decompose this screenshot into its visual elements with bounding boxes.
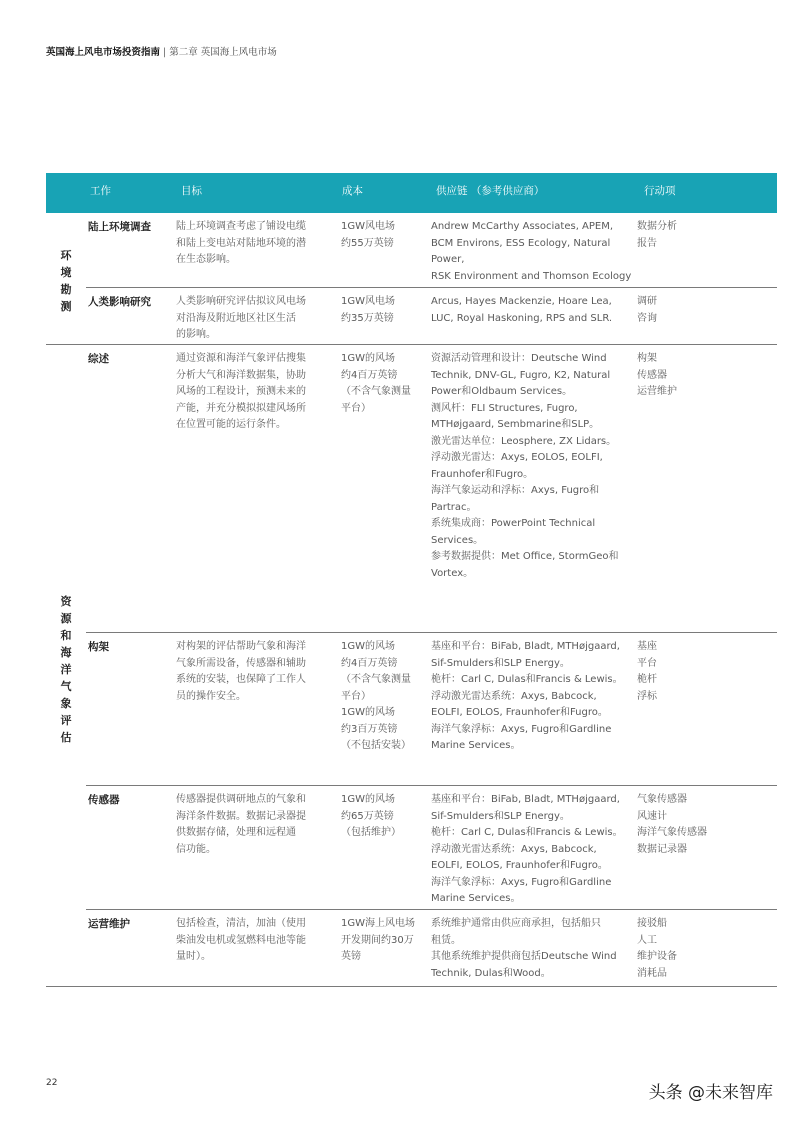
goal-cell	[176, 639, 334, 705]
supply-chain-cell-line: 系统集成商：PowerPoint Technical	[431, 518, 596, 529]
cost-cell-line: （不含气象测量	[341, 386, 411, 397]
goal-cell-line: 人类影响研究评估拟议风电场	[176, 296, 306, 307]
cost-cell	[341, 916, 426, 966]
goal-cell-line: 气象所需设备，传感器和辅助	[176, 657, 306, 669]
supply-chain-cell-line: Partrac。	[431, 501, 477, 513]
supply-chain-cell-line: 资源活动管理和设计：Deutsche Wind	[431, 353, 607, 364]
section-label-char: 估	[60, 731, 72, 744]
section-label-char: 海	[60, 646, 72, 659]
supply-chain-cell-line: Andrew McCarthy Associates, APEM,	[431, 221, 614, 232]
action-items-cell-line: 浮标	[637, 690, 657, 702]
supply-chain-cell-line: EOLFI, EOLOS, Fraunhofer和Fugro。	[431, 707, 608, 718]
supply-chain-cell-line: LUC, Royal Haskoning, RPS and SLR.	[431, 312, 613, 324]
supply-chain-cell-line: 系统维护通常由供应商承担，包括船只	[431, 918, 601, 929]
supply-chain-cell-line: 海洋气象浮标：Axys, Fugro和Gardline	[431, 723, 612, 735]
table-row	[86, 345, 777, 632]
work-cell: 运营维护	[88, 918, 130, 930]
goal-cell	[176, 219, 334, 269]
action-items-cell-line: 海洋气象传感器	[637, 827, 707, 838]
goal-cell-line: 柴油发电机或氢燃料电池等能	[176, 934, 306, 946]
column-header-actions: 行动项	[644, 185, 676, 197]
supply-chain-cell-line: EOLFI, EOLOS, Fraunhofer和Fugro。	[431, 860, 608, 871]
goal-cell-line: 陆上环境调查考虑了铺设电缆	[176, 221, 306, 232]
cost-cell-line: 1GW的风场	[341, 641, 395, 652]
supply-chain-cell-line: 基座和平台：BiFab, Bladt, MTHøjgaard,	[431, 641, 620, 652]
cost-cell-line: 约4百万英镑	[341, 657, 398, 669]
supply-chain-cell-line: Technik, Dulas和Wood。	[431, 967, 551, 979]
supply-chain-cell	[431, 792, 641, 908]
supply-chain-cell-line: Arcus, Hayes Mackenzie, Hoare Lea,	[431, 296, 612, 307]
cost-cell-line: 1GW风电场	[341, 296, 395, 307]
cost-cell-line: （不含气象测量	[341, 674, 411, 685]
section-label	[46, 247, 86, 315]
goal-cell-line: 的影响。	[176, 329, 216, 340]
cost-cell-line: 约55万英镑	[341, 237, 394, 249]
cost-cell-line: 平台）	[341, 690, 371, 702]
action-items-cell-line: 数据分析	[637, 221, 677, 232]
work-cell: 陆上环境调查	[88, 221, 151, 233]
supply-chain-cell-line: 浮动激光雷达系统：Axys, Babcock,	[431, 690, 597, 702]
table-body	[46, 213, 777, 987]
supply-chain-cell	[431, 294, 641, 327]
table-header	[46, 173, 777, 213]
section-label	[46, 593, 86, 746]
goal-cell-line: 对构架的评估帮助气象和海洋	[176, 641, 306, 652]
supply-chain-cell-line: Technik, DNV-GL, Fugro, K2, Natural	[431, 369, 611, 381]
supply-chain-cell-line: 基座和平台：BiFab, Bladt, MTHøjgaard,	[431, 794, 620, 805]
cost-cell	[341, 351, 426, 417]
section-label-char: 测	[60, 300, 72, 313]
action-items-cell	[637, 916, 732, 982]
action-items-cell-line: 数据记录器	[637, 843, 687, 855]
supply-chain-cell-line: 激光雷达单位：Leosphere, ZX Lidars。	[431, 435, 617, 447]
action-items-cell-line: 基座	[637, 641, 657, 652]
work-cell: 人类影响研究	[88, 296, 151, 308]
table-section	[46, 345, 777, 987]
table-section	[46, 213, 777, 345]
document-title: 英国海上风电市场投资指南	[46, 47, 161, 58]
watermark: 头条 @未来智库	[648, 1083, 773, 1103]
goal-cell-line: 员的操作安全。	[176, 690, 246, 702]
goal-cell-line: 在生态影响。	[176, 254, 236, 265]
action-items-cell-line: 气象传感器	[637, 794, 687, 805]
cost-cell-line: 1GW的风场	[341, 707, 395, 718]
supply-chain-cell-line: Fraunhofer和Fugro。	[431, 468, 534, 480]
cost-cell	[341, 639, 426, 755]
action-items-cell-line: 人工	[637, 934, 657, 946]
section-label-char: 评	[60, 714, 72, 727]
running-header	[46, 44, 277, 58]
section-label-char: 环	[60, 249, 72, 262]
cost-cell	[341, 294, 426, 327]
section-label-char: 象	[60, 697, 72, 710]
cost-cell-line: 约3百万英镑	[341, 723, 398, 735]
action-items-cell-line: 咨询	[637, 312, 657, 324]
action-items-cell-line: 风速计	[637, 810, 667, 822]
action-items-cell	[637, 219, 732, 252]
column-header-cost: 成本	[342, 185, 363, 197]
action-items-cell-line: 传感器	[637, 369, 667, 381]
table-row	[86, 213, 777, 287]
goal-cell-line: 海洋条件数据。数据记录器提	[176, 810, 306, 822]
goal-cell-line: 分析大气和海洋数据集，协助	[176, 369, 306, 381]
cost-cell-line: 约35万英镑	[341, 312, 394, 324]
goal-cell-line: 系统的安装，也保障了工作人	[176, 674, 306, 685]
work-cell: 传感器	[88, 794, 120, 806]
action-items-cell-line: 接驳船	[637, 918, 667, 929]
goal-cell-line: 量时）。	[176, 951, 211, 962]
supply-chain-cell	[431, 916, 641, 982]
supply-chain-cell-line: 桅杆：Carl C, Dulas和Francis & Lewis。	[431, 674, 623, 685]
action-items-cell	[637, 639, 732, 705]
goal-cell-line: 供数据存储，处理和远程通	[176, 827, 296, 838]
cost-cell-line: 1GW海上风电场	[341, 918, 415, 929]
column-header-work: 工作	[90, 185, 111, 197]
goal-cell	[176, 916, 334, 966]
cost-cell-line: （包括维护）	[341, 827, 401, 838]
chapter-title: 第二章 英国海上风电市场	[169, 47, 277, 58]
goal-cell-line: 风场的工程设计，预测未来的	[176, 386, 306, 397]
cost-cell-line: 英镑	[341, 951, 361, 962]
header-separator: |	[163, 47, 167, 58]
section-label-char: 源	[60, 612, 72, 625]
supply-chain-cell-line: 租赁。	[431, 934, 461, 946]
supply-chain-cell-line: Power,	[431, 254, 465, 265]
action-items-cell-line: 平台	[637, 657, 657, 669]
cost-cell-line: 1GW风电场	[341, 221, 395, 232]
goal-cell-line: 在位置可能的运行条件。	[176, 419, 286, 430]
goal-cell	[176, 792, 334, 858]
work-cell: 构架	[88, 641, 109, 653]
table-row	[86, 909, 777, 986]
supply-chain-cell-line: Sif-Smulders和SLP Energy。	[431, 657, 570, 669]
action-items-cell	[637, 351, 732, 401]
goal-cell-line: 包括检查，清洁，加油（使用	[176, 918, 306, 929]
action-items-cell	[637, 792, 732, 858]
action-items-cell-line: 报告	[637, 237, 657, 249]
supply-chain-cell-line: 海洋气象运动和浮标：Axys, Fugro和	[431, 485, 600, 496]
column-header-supply-chain: 供应链 （参考供应商）	[436, 185, 545, 197]
action-items-cell	[637, 294, 732, 327]
supply-chain-cell	[431, 351, 641, 582]
supply-chain-cell-line: Services。	[431, 534, 484, 546]
goal-cell-line: 和陆上变电站对陆地环境的潜	[176, 237, 306, 249]
supply-chain-cell-line: Sif-Smulders和SLP Energy。	[431, 810, 570, 822]
cost-cell-line: 平台）	[341, 402, 371, 414]
section-label-char: 气	[60, 680, 72, 693]
cost-cell	[341, 219, 426, 252]
section-label-char: 洋	[60, 663, 72, 676]
cost-cell-line: 开发期间约30万	[341, 934, 414, 946]
supply-chain-cell-line: MTHøjgaard, Sembmarine和SLP。	[431, 419, 600, 430]
cost-cell	[341, 792, 426, 842]
supply-chain-cell-line: 海洋气象浮标：Axys, Fugro和Gardline	[431, 876, 612, 888]
action-items-cell-line: 调研	[637, 296, 657, 307]
supply-chain-cell-line: Power和Oldbaum Services。	[431, 386, 573, 397]
section-label-char: 勘	[60, 283, 72, 296]
goal-cell	[176, 351, 334, 434]
supply-chain-cell-line: 浮动激光雷达：Axys, EOLOS, EOLFI,	[431, 452, 603, 463]
supply-chain-cell	[431, 219, 641, 285]
column-header-goal: 目标	[181, 185, 202, 197]
supply-chain-cell	[431, 639, 641, 755]
section-label-char: 和	[60, 629, 72, 642]
supply-chain-cell-line: Marine Services。	[431, 740, 521, 751]
goal-cell	[176, 294, 334, 344]
goal-cell-line: 信功能。	[176, 843, 216, 855]
cost-cell-line: 约4百万英镑	[341, 369, 398, 381]
supply-chain-cell-line: BCM Environs, ESS Ecology, Natural	[431, 237, 611, 249]
table-row	[86, 287, 777, 344]
action-items-cell-line: 桅杆	[637, 674, 657, 685]
action-items-cell-line: 消耗品	[637, 967, 667, 979]
cost-cell-line: 约65万英镑	[341, 810, 394, 822]
cost-cell-line: 1GW的风场	[341, 353, 395, 364]
supply-chain-cell-line: 桅杆：Carl C, Dulas和Francis & Lewis。	[431, 827, 623, 838]
action-items-cell-line: 构架	[637, 353, 657, 364]
supply-chain-cell-line: 参考数据提供：Met Office, StormGeo和	[431, 551, 619, 562]
goal-cell-line: 对沿海及附近地区社区生活	[176, 312, 296, 324]
supply-chain-cell-line: RSK Environment and Thomson Ecology	[431, 270, 632, 282]
goal-cell-line: 通过资源和海洋气象评估搜集	[176, 353, 306, 364]
goal-cell-line: 产能，并充分模拟拟建风场所	[176, 402, 306, 414]
supply-chain-cell-line: 测风杆：FLI Structures, Fugro,	[431, 402, 578, 414]
supply-chain-cell-line: 浮动激光雷达系统：Axys, Babcock,	[431, 843, 597, 855]
goal-cell-line: 传感器提供调研地点的气象和	[176, 794, 306, 805]
section-label-char: 境	[60, 266, 72, 279]
section-label-char: 资	[60, 595, 72, 608]
cost-cell-line: （不包括安装）	[341, 740, 411, 751]
supply-chain-cell-line: 其他系统维护提供商包括Deutsche Wind	[431, 951, 617, 962]
cost-cell-line: 1GW的风场	[341, 794, 395, 805]
action-items-cell-line: 维护设备	[637, 951, 677, 962]
table-row	[86, 632, 777, 785]
action-items-cell-line: 运营维护	[637, 386, 677, 397]
supply-chain-cell-line: Marine Services。	[431, 893, 521, 904]
page-number: 22	[46, 1078, 58, 1088]
work-cell: 综述	[88, 353, 109, 365]
supply-chain-cell-line: Vortex。	[431, 567, 474, 579]
investment-table	[46, 173, 777, 987]
table-row	[86, 785, 777, 909]
